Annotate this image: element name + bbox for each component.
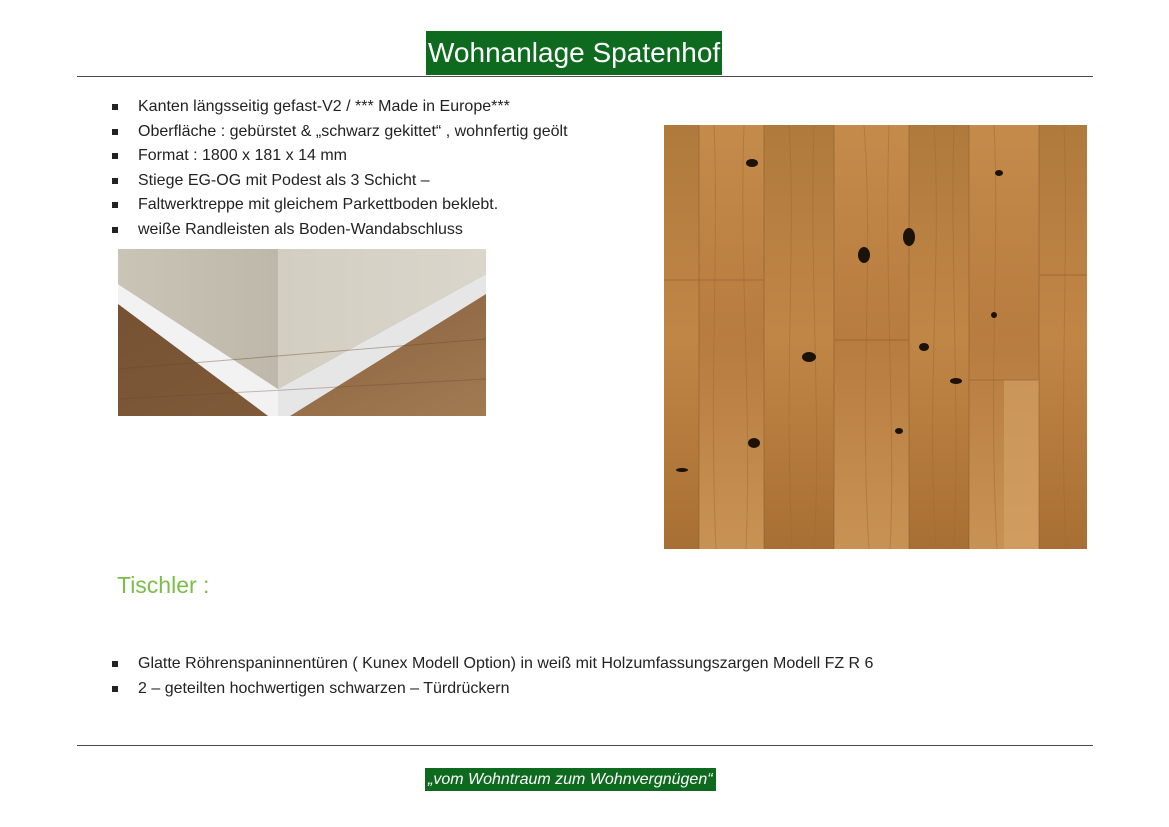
list-item: 2 – geteilten hochwertigen schwarzen – Türdrückern xyxy=(112,677,873,702)
list-item: Oberfläche : gebürstet & „schwarz gekittet“ , wohnfertig geölt xyxy=(112,120,568,145)
list-item: Format : 1800 x 181 x 14 mm xyxy=(112,144,568,169)
parquet-floor-image xyxy=(664,125,1087,549)
list-item: Kanten längsseitig gefast-V2 / *** Made in Europe*** xyxy=(112,95,568,120)
bullet-icon xyxy=(112,178,118,184)
bullet-icon xyxy=(112,129,118,135)
header-divider xyxy=(77,76,1093,77)
baseboard-image xyxy=(118,249,486,416)
bullet-icon xyxy=(112,153,118,159)
list-item: weiße Randleisten als Boden-Wandabschluss xyxy=(112,218,568,243)
bullet-icon xyxy=(112,104,118,110)
footer-divider xyxy=(77,745,1093,746)
flooring-list xyxy=(112,95,568,242)
bullet-icon xyxy=(112,661,118,667)
carpenter-list xyxy=(112,652,873,701)
footer-slogan: „vom Wohntraum zum Wohnvergnügen“ xyxy=(425,768,716,791)
list-item: Faltwerktreppe mit gleichem Parkettboden beklebt. xyxy=(112,193,568,218)
bullet-icon xyxy=(112,202,118,208)
list-item: Stiege EG-OG mit Podest als 3 Schicht – xyxy=(112,169,568,194)
bullet-icon xyxy=(112,686,118,692)
bullet-icon xyxy=(112,227,118,233)
list-item: Glatte Röhrenspaninnentüren ( Kunex Modell Option) in weiß mit Holzumfassungszargen Modell FZ R 6 xyxy=(112,652,873,677)
page-title: Wohnanlage Spatenhof xyxy=(426,31,722,75)
section-heading-carpenter: Tischler : xyxy=(117,572,210,598)
